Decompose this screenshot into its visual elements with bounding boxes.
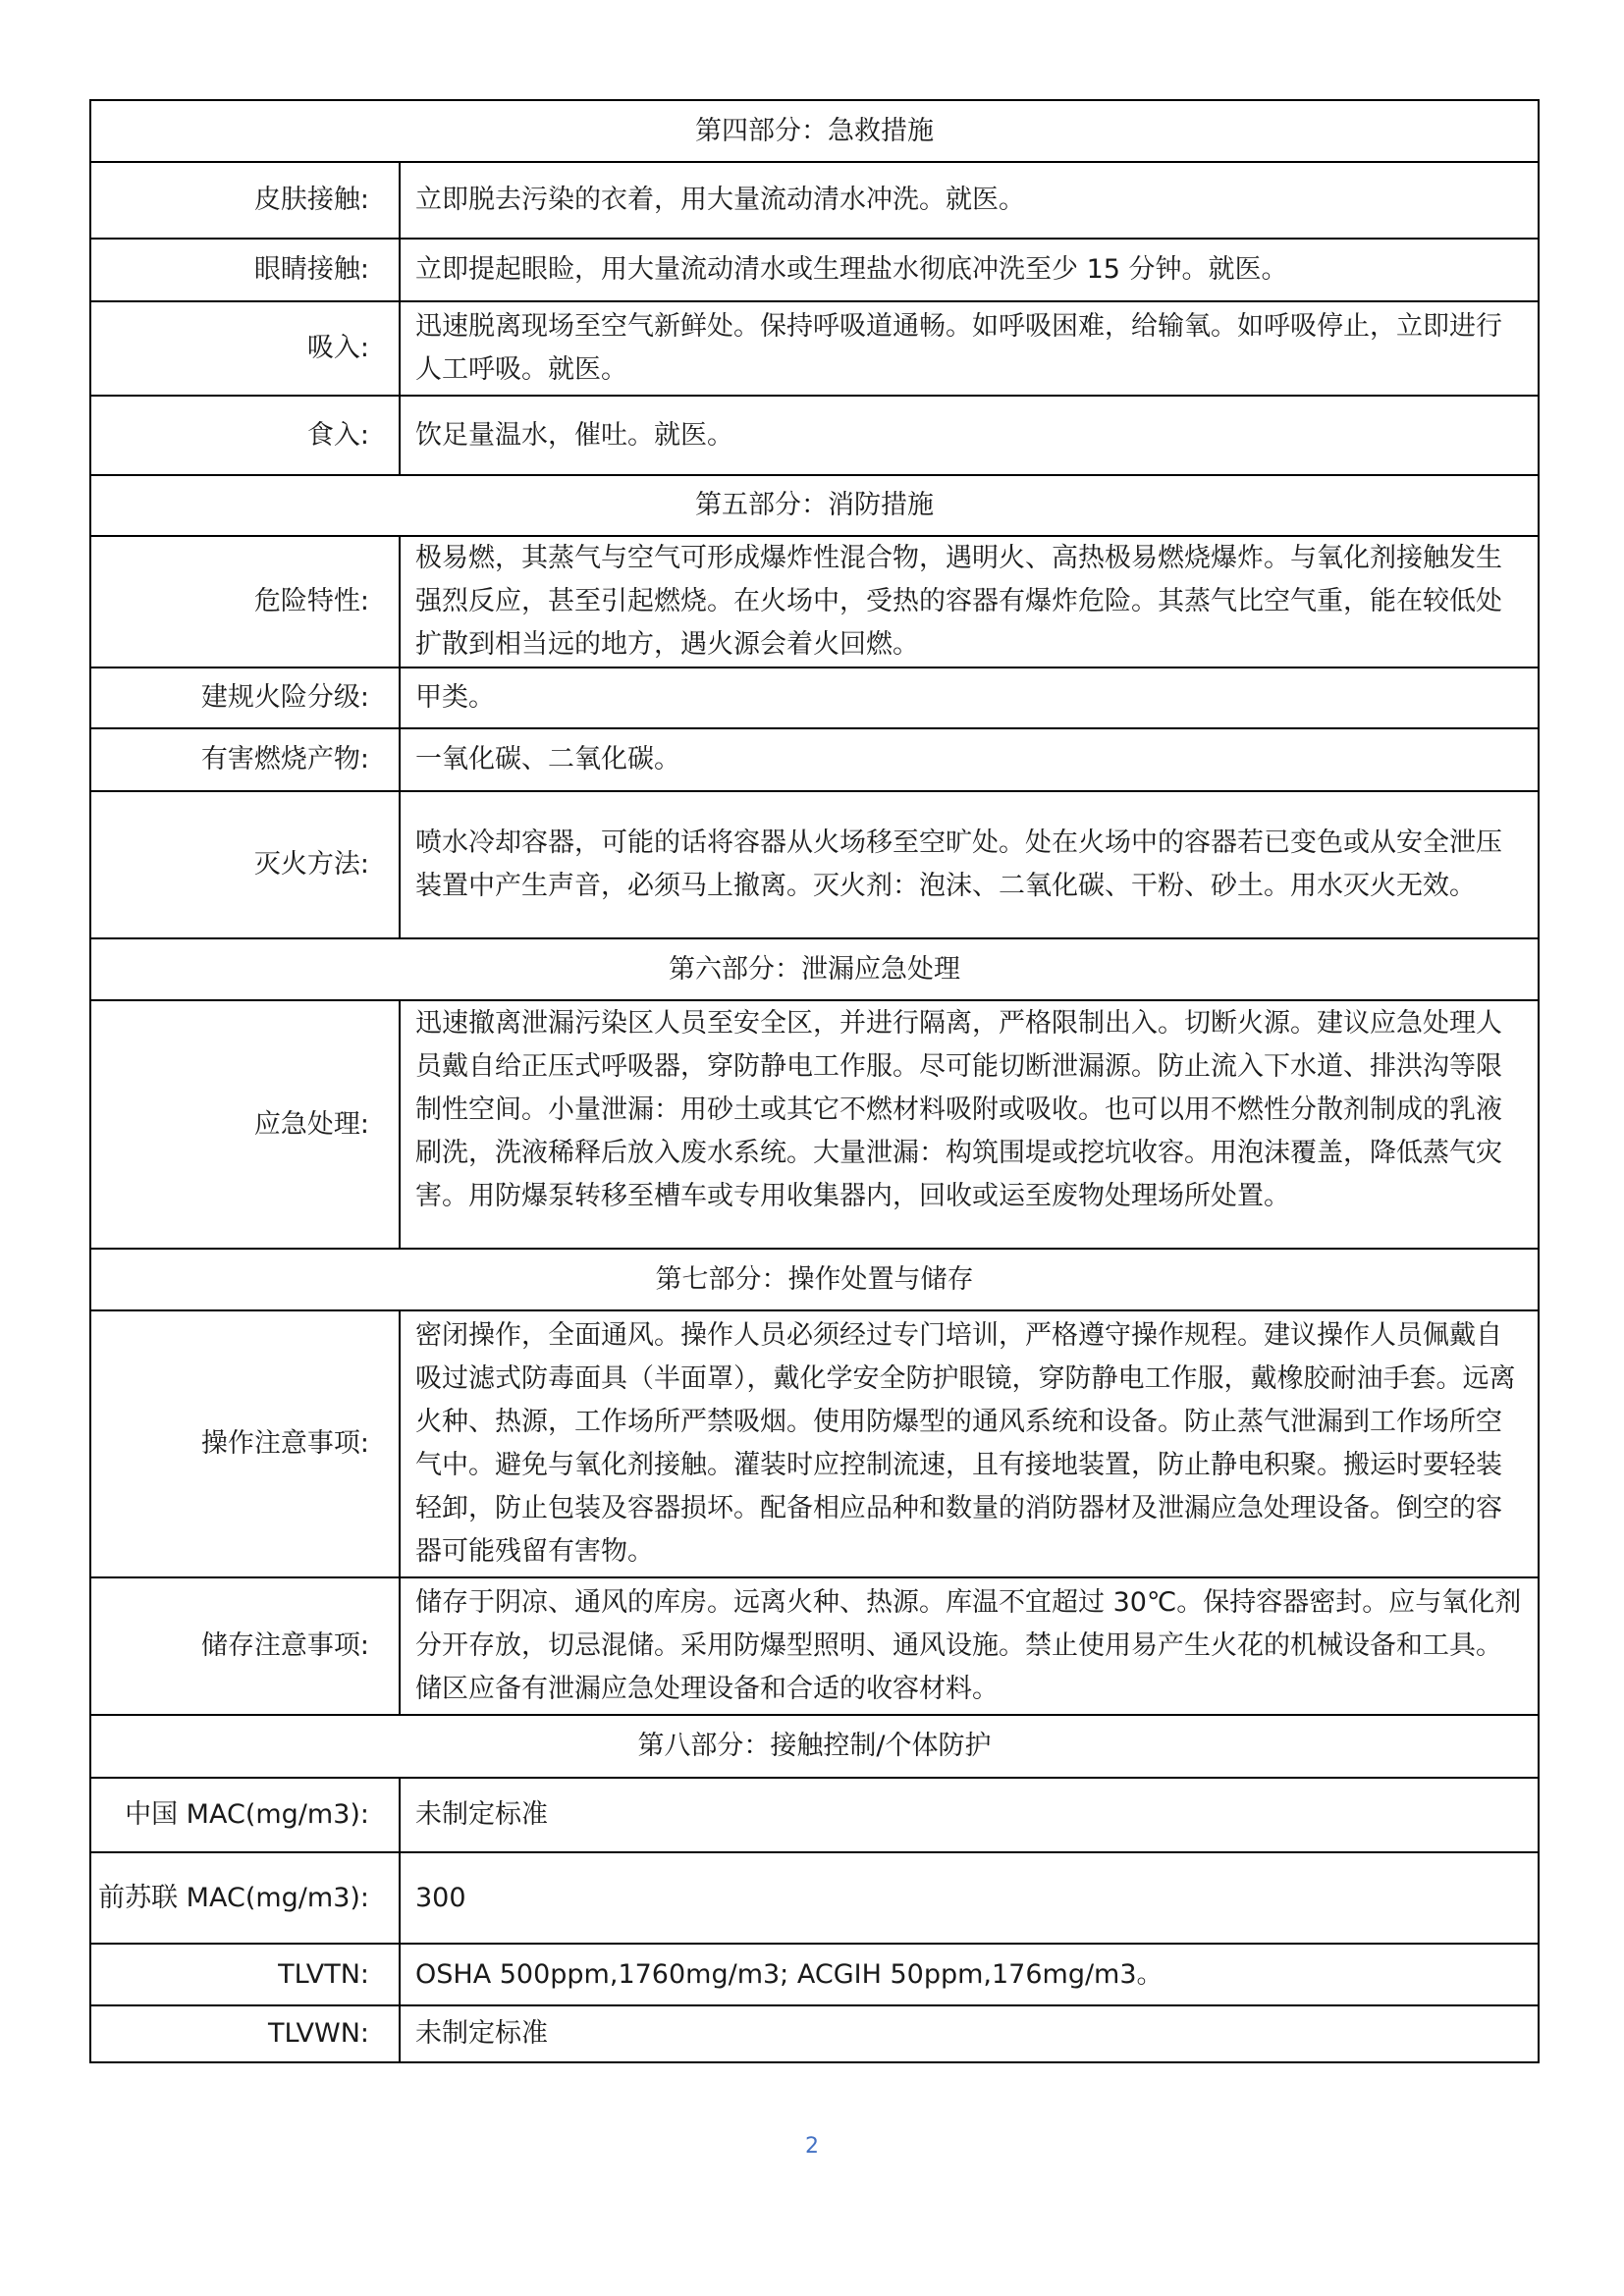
table-row bbox=[90, 1778, 1539, 1852]
row-label: 皮肤接触: bbox=[90, 162, 400, 239]
table-row bbox=[90, 396, 1539, 475]
row-label: TLVTN: bbox=[90, 1944, 400, 2005]
row-value bbox=[400, 1000, 1539, 1249]
row-label: TLVWN: bbox=[90, 2005, 400, 2062]
row-value: 储存于阴凉、通风的库房。远离火种、热源。库温不宜超过 30℃。保持容器密封。应与氧化剂分开存放，切忌混储。采用防爆型照明、通风设施。禁止使用易产生火花的机械设备和工具。储区应备有泄漏应急处理设备和合适的收容材料。 bbox=[400, 1577, 1539, 1715]
table-row bbox=[90, 1944, 1539, 2005]
table-row bbox=[90, 1310, 1539, 1577]
section-header-row bbox=[90, 100, 1539, 162]
section-header-row bbox=[90, 1249, 1539, 1310]
row-value: OSHA 500ppm,1760mg/m3; ACGIH 50ppm,176mg/m3。 bbox=[400, 1944, 1539, 2005]
table-row bbox=[90, 1577, 1539, 1715]
row-value: 迅速脱离现场至空气新鲜处。保持呼吸道通畅。如呼吸困难，给输氧。如呼吸停止，立即进行人工呼吸。就医。 bbox=[400, 301, 1539, 396]
row-label: 吸入: bbox=[90, 301, 400, 396]
section-title-first-aid: 第四部分：急救措施 bbox=[90, 100, 1539, 162]
table-row bbox=[90, 1852, 1539, 1944]
table-row bbox=[90, 301, 1539, 396]
msds-table bbox=[89, 99, 1540, 2063]
row-value: 300 bbox=[400, 1852, 1539, 1944]
row-value: 密闭操作，全面通风。操作人员必须经过专门培训，严格遵守操作规程。建议操作人员佩戴自吸过滤式防毒面具（半面罩），戴化学安全防护眼镜，穿防静电工作服，戴橡胶耐油手套。远离火种、热源，工作场所严禁吸烟。使用防爆型的通风系统和设备。防止蒸气泄漏到工作场所空气中。避免与氧化剂接触。灌装时应控制流速，且有接地装置，防止静电积聚。搬运时要轻装轻卸，防止包装及容器损坏。配备相应品种和数量的消防器材及泄漏应急处理设备。倒空的容器可能残留有害物。 bbox=[400, 1310, 1539, 1577]
row-label: 操作注意事项: bbox=[90, 1310, 400, 1577]
row-value-text: 迅速撤离泄漏污染区人员至安全区，并进行隔离，严格限制出入。切断火源。建议应急处理人员戴自给正压式呼吸器，穿防静电工作服。尽可能切断泄漏源。防止流入下水道、排洪沟等限制性空间。小量泄漏：用砂土或其它不燃材料吸附或吸收。也可以用不燃性分散剂制成的乳液刷洗，洗液稀释后放入废水系统。大量泄漏：构筑围堤或挖坑收容。用泡沫覆盖，降低蒸气灾害。用防爆泵转移至槽车或专用收集器内，回收或运至废物处理场所处置。 bbox=[415, 1007, 1502, 1211]
table-row bbox=[90, 728, 1539, 791]
row-label: 有害燃烧产物: bbox=[90, 728, 400, 791]
page-number: 2 bbox=[805, 2134, 819, 2159]
row-label: 眼睛接触: bbox=[90, 239, 400, 301]
row-label: 建规火险分级: bbox=[90, 667, 400, 728]
section-title-spill-response: 第六部分：泄漏应急处理 bbox=[90, 938, 1539, 1000]
table-row bbox=[90, 2005, 1539, 2062]
row-label: 危险特性: bbox=[90, 536, 400, 667]
section-title-exposure-control: 第八部分：接触控制/个体防护 bbox=[90, 1715, 1539, 1778]
table-row bbox=[90, 536, 1539, 667]
row-value: 一氧化碳、二氧化碳。 bbox=[400, 728, 1539, 791]
row-value: 饮足量温水，催吐。就医。 bbox=[400, 396, 1539, 475]
row-label: 食入: bbox=[90, 396, 400, 475]
row-label: 中国 MAC(mg/m3): bbox=[90, 1778, 400, 1852]
row-value: 未制定标准 bbox=[400, 1778, 1539, 1852]
section-title-handling-storage: 第七部分：操作处置与储存 bbox=[90, 1249, 1539, 1310]
section-header-row bbox=[90, 1715, 1539, 1778]
row-value: 甲类。 bbox=[400, 667, 1539, 728]
row-label: 前苏联 MAC(mg/m3): bbox=[90, 1852, 400, 1944]
section-header-row bbox=[90, 475, 1539, 536]
table-row bbox=[90, 162, 1539, 239]
row-value: 极易燃，其蒸气与空气可形成爆炸性混合物，遇明火、高热极易燃烧爆炸。与氧化剂接触发生强烈反应，甚至引起燃烧。在火场中，受热的容器有爆炸危险。其蒸气比空气重，能在较低处扩散到相当远的地方，遇火源会着火回燃。 bbox=[400, 536, 1539, 667]
row-value: 立即提起眼睑，用大量流动清水或生理盐水彻底冲洗至少 15 分钟。就医。 bbox=[400, 239, 1539, 301]
table-row bbox=[90, 791, 1539, 938]
row-value: 立即脱去污染的衣着，用大量流动清水冲洗。就医。 bbox=[400, 162, 1539, 239]
row-label: 储存注意事项: bbox=[90, 1577, 400, 1715]
row-value: 未制定标准 bbox=[400, 2005, 1539, 2062]
row-label: 应急处理: bbox=[90, 1000, 400, 1249]
table-row bbox=[90, 1000, 1539, 1249]
section-header-row bbox=[90, 938, 1539, 1000]
row-label: 灭火方法: bbox=[90, 791, 400, 938]
table-row bbox=[90, 239, 1539, 301]
section-title-fire-fighting: 第五部分：消防措施 bbox=[90, 475, 1539, 536]
row-value: 喷水冷却容器，可能的话将容器从火场移至空旷处。处在火场中的容器若已变色或从安全泄压装置中产生声音，必须马上撤离。灭火剂：泡沫、二氧化碳、干粉、砂土。用水灭火无效。 bbox=[400, 791, 1539, 938]
table-row bbox=[90, 667, 1539, 728]
